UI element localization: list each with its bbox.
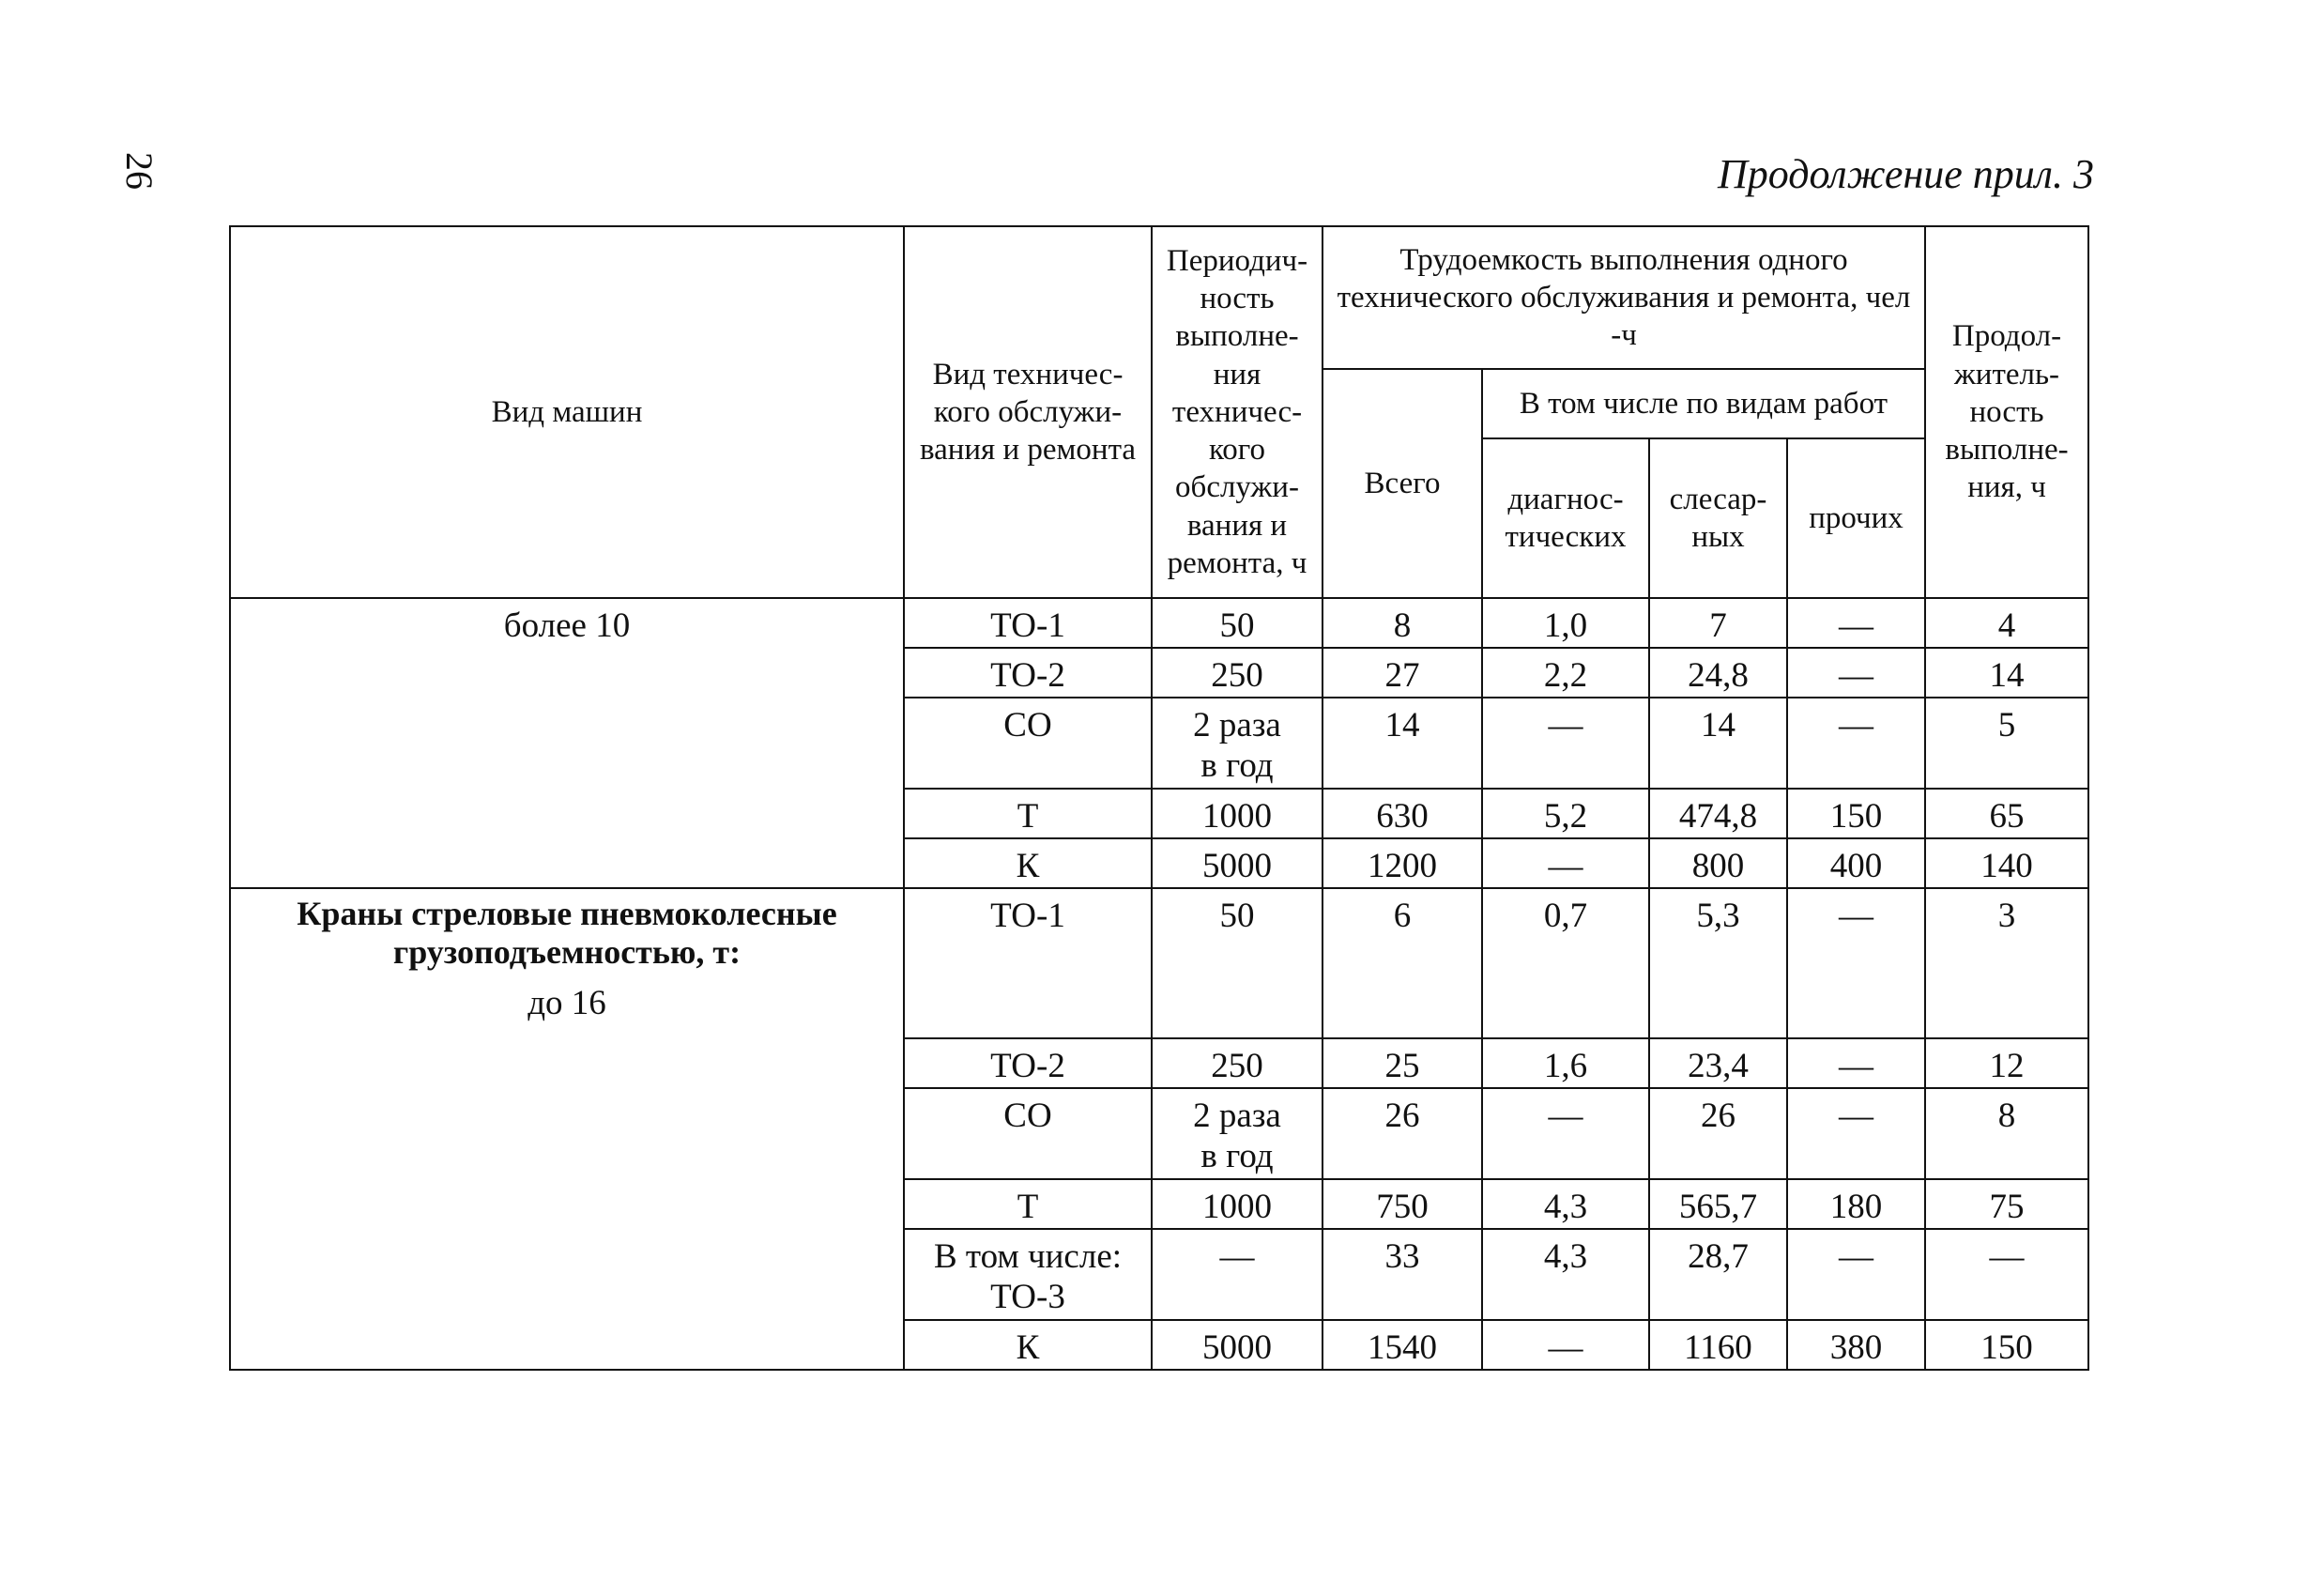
diagnostic-cell: 1,6 xyxy=(1482,1038,1649,1088)
other-cell: 150 xyxy=(1787,789,1925,838)
other-cell: — xyxy=(1787,598,1925,648)
header-locksmith: слесар-ных xyxy=(1649,438,1787,598)
period-cell: — xyxy=(1152,1229,1323,1320)
diagnostic-cell: 4,3 xyxy=(1482,1179,1649,1229)
locksmith-cell: 14 xyxy=(1649,698,1787,789)
service-cell: СО xyxy=(904,698,1152,789)
locksmith-cell: 24,8 xyxy=(1649,648,1787,698)
table-row xyxy=(230,598,2088,648)
header-total: Всего xyxy=(1323,369,1482,598)
header-service-type: Вид техничес-кого обслужи-вания и ремонта xyxy=(904,226,1152,598)
other-cell: — xyxy=(1787,648,1925,698)
period-cell: 2 раза в год xyxy=(1152,698,1323,789)
other-cell: — xyxy=(1787,1038,1925,1088)
diagnostic-cell: — xyxy=(1482,1320,1649,1370)
diagnostic-cell: 2,2 xyxy=(1482,648,1649,698)
page-number: 26 xyxy=(118,152,161,190)
service-cell: ТО-2 xyxy=(904,648,1152,698)
header-labor: Трудоемкость выполнения одного технического обслуживания и ремонта, чел -ч xyxy=(1323,226,1925,369)
diagnostic-cell: 4,3 xyxy=(1482,1229,1649,1320)
period-cell: 2 раза в год xyxy=(1152,1088,1323,1179)
locksmith-cell: 5,3 xyxy=(1649,888,1787,1038)
total-cell: 8 xyxy=(1323,598,1482,648)
continuation-caption: Продолжение прил. 3 xyxy=(1718,151,2094,197)
period-cell: 1000 xyxy=(1152,789,1323,838)
diagnostic-cell: 0,7 xyxy=(1482,888,1649,1038)
duration-cell: 12 xyxy=(1925,1038,2088,1088)
service-cell: ТО-1 xyxy=(904,888,1152,1038)
diagnostic-cell: 1,0 xyxy=(1482,598,1649,648)
total-cell: 1200 xyxy=(1323,838,1482,888)
diagnostic-cell: — xyxy=(1482,838,1649,888)
other-cell: 180 xyxy=(1787,1179,1925,1229)
other-cell: — xyxy=(1787,888,1925,1038)
other-cell: — xyxy=(1787,1088,1925,1179)
total-cell: 750 xyxy=(1323,1179,1482,1229)
period-cell: 5000 xyxy=(1152,838,1323,888)
total-cell: 33 xyxy=(1323,1229,1482,1320)
total-cell: 6 xyxy=(1323,888,1482,1038)
header-diagnostic: диагнос-тических xyxy=(1482,438,1649,598)
header-duration: Продол-житель-ность выполне-ния, ч xyxy=(1925,226,2088,598)
duration-cell: 65 xyxy=(1925,789,2088,838)
duration-cell: 150 xyxy=(1925,1320,2088,1370)
locksmith-cell: 23,4 xyxy=(1649,1038,1787,1088)
other-cell: 380 xyxy=(1787,1320,1925,1370)
header-other: прочих xyxy=(1787,438,1925,598)
service-cell: ТО-1 xyxy=(904,598,1152,648)
locksmith-cell: 474,8 xyxy=(1649,789,1787,838)
group-title: Краны стреловые пневмоколесные грузоподъемностью, т: xyxy=(297,895,837,972)
duration-cell: 75 xyxy=(1925,1179,2088,1229)
period-cell: 250 xyxy=(1152,1038,1323,1088)
period-cell: 5000 xyxy=(1152,1320,1323,1370)
period-cell: 250 xyxy=(1152,648,1323,698)
service-cell: СО xyxy=(904,1088,1152,1179)
locksmith-cell: 28,7 xyxy=(1649,1229,1787,1320)
service-cell: К xyxy=(904,1320,1152,1370)
period-cell: 50 xyxy=(1152,888,1323,1038)
table-row xyxy=(230,888,2088,1038)
locksmith-cell: 26 xyxy=(1649,1088,1787,1179)
other-cell: — xyxy=(1787,1229,1925,1320)
duration-cell: 4 xyxy=(1925,598,2088,648)
duration-cell: 8 xyxy=(1925,1088,2088,1179)
total-cell: 1540 xyxy=(1323,1320,1482,1370)
diagnostic-cell: — xyxy=(1482,698,1649,789)
other-cell: — xyxy=(1787,698,1925,789)
service-cell xyxy=(904,1229,1152,1320)
diagnostic-cell: — xyxy=(1482,1088,1649,1179)
locksmith-cell: 1160 xyxy=(1649,1320,1787,1370)
service-cell: Т xyxy=(904,1179,1152,1229)
duration-cell: 3 xyxy=(1925,888,2088,1038)
period-cell: 50 xyxy=(1152,598,1323,648)
service-label: ТО-3 xyxy=(990,1277,1065,1316)
duration-cell: 14 xyxy=(1925,648,2088,698)
service-cell: К xyxy=(904,838,1152,888)
machine-name-cell xyxy=(230,888,904,1370)
locksmith-cell: 7 xyxy=(1649,598,1787,648)
duration-cell: — xyxy=(1925,1229,2088,1320)
locksmith-cell: 565,7 xyxy=(1649,1179,1787,1229)
header-by-types: В том числе по видам работ xyxy=(1482,369,1925,438)
machine-name: до 16 xyxy=(527,983,606,1022)
header-periodicity: Периодич-ность выполне-ния техничес-кого обслужи-вания и ремонта, ч xyxy=(1152,226,1323,598)
service-cell: ТО-2 xyxy=(904,1038,1152,1088)
diagnostic-cell: 5,2 xyxy=(1482,789,1649,838)
total-cell: 27 xyxy=(1323,648,1482,698)
period-cell: 1000 xyxy=(1152,1179,1323,1229)
total-cell: 26 xyxy=(1323,1088,1482,1179)
maintenance-table xyxy=(229,225,2089,1371)
total-cell: 14 xyxy=(1323,698,1482,789)
header-machine-type: Вид машин xyxy=(230,226,904,598)
service-prefix: В том числе: xyxy=(933,1237,1123,1276)
machine-name-cell: более 10 xyxy=(230,598,904,888)
locksmith-cell: 800 xyxy=(1649,838,1787,888)
total-cell: 630 xyxy=(1323,789,1482,838)
duration-cell: 140 xyxy=(1925,838,2088,888)
total-cell: 25 xyxy=(1323,1038,1482,1088)
duration-cell: 5 xyxy=(1925,698,2088,789)
service-cell: Т xyxy=(904,789,1152,838)
other-cell: 400 xyxy=(1787,838,1925,888)
